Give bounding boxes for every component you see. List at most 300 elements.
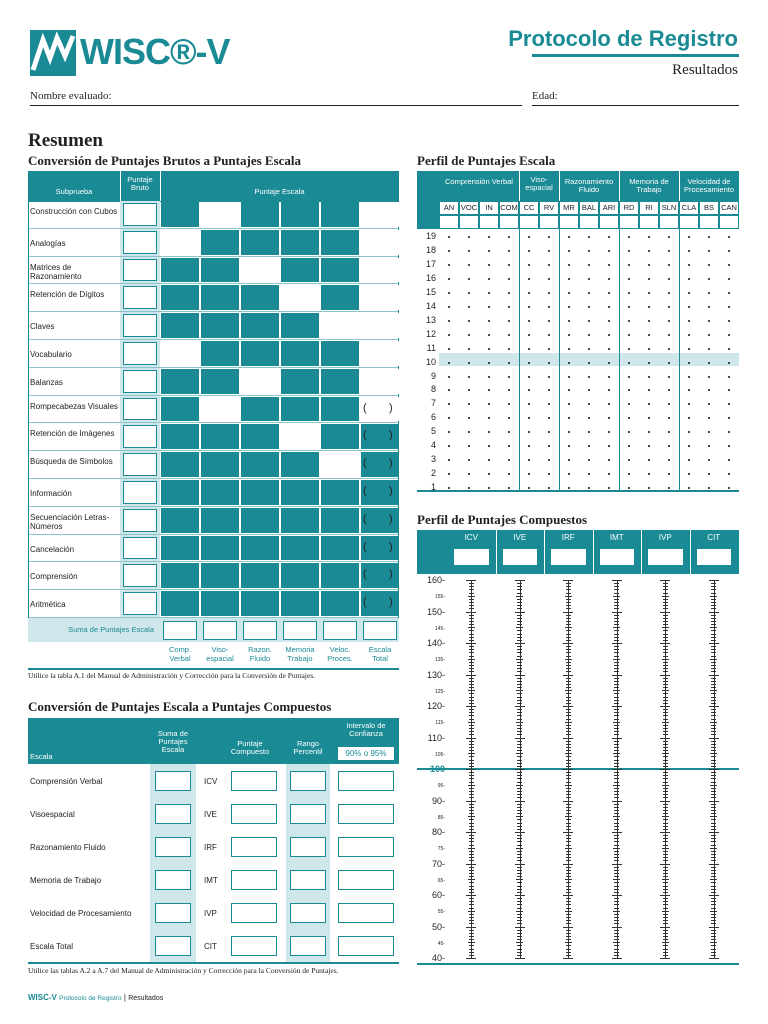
plot-point[interactable] <box>728 376 730 378</box>
ruler-tick[interactable] <box>614 744 619 745</box>
plot-point[interactable] <box>568 278 570 280</box>
ruler-tick[interactable] <box>469 646 474 647</box>
ruler-tick[interactable] <box>614 838 619 839</box>
plot-point[interactable] <box>708 417 710 419</box>
ruler-tick[interactable] <box>466 864 476 865</box>
plot-point[interactable] <box>468 473 470 475</box>
ruler-tick[interactable] <box>469 778 474 779</box>
ruler-tick[interactable] <box>660 832 670 833</box>
ruler-tick[interactable] <box>614 747 619 748</box>
ruler-tick[interactable] <box>614 725 619 726</box>
plot-point[interactable] <box>548 403 550 405</box>
plot-point[interactable] <box>588 362 590 364</box>
ruler-tick[interactable] <box>663 807 668 808</box>
ruler-tick[interactable] <box>711 634 716 635</box>
ruler-tick[interactable] <box>612 580 622 581</box>
ruler-tick[interactable] <box>614 933 619 934</box>
score-entry-box[interactable] <box>479 215 499 229</box>
ruler-tick[interactable] <box>711 586 716 587</box>
ruler-tick[interactable] <box>517 719 522 720</box>
plot-point[interactable] <box>708 431 710 433</box>
ruler-tick[interactable] <box>711 823 716 824</box>
ruler-tick[interactable] <box>566 838 571 839</box>
plot-point[interactable] <box>668 431 670 433</box>
ruler-tick[interactable] <box>614 791 619 792</box>
scaled-score-input[interactable] <box>361 313 399 338</box>
ruler-tick[interactable] <box>711 725 716 726</box>
ruler-tick[interactable] <box>662 627 669 628</box>
ruler-tick[interactable] <box>566 624 571 625</box>
ruler-tick[interactable] <box>709 895 719 896</box>
plot-point[interactable] <box>608 362 610 364</box>
plot-point[interactable] <box>628 431 630 433</box>
ruler-tick[interactable] <box>566 766 571 767</box>
ruler-tick[interactable] <box>469 917 474 918</box>
plot-point[interactable] <box>508 376 510 378</box>
plot-point[interactable] <box>448 334 450 336</box>
ruler-tick[interactable] <box>663 892 668 893</box>
ruler-tick[interactable] <box>711 719 716 720</box>
plot-point[interactable] <box>688 473 690 475</box>
ruler-tick[interactable] <box>663 615 668 616</box>
plot-point[interactable] <box>688 264 690 266</box>
ruler-tick[interactable] <box>566 712 571 713</box>
ruler-tick[interactable] <box>517 930 522 931</box>
plot-point[interactable] <box>628 445 630 447</box>
ruler-tick[interactable] <box>614 886 619 887</box>
ruler-tick[interactable] <box>663 845 668 846</box>
scaled-score-input[interactable] <box>361 285 399 310</box>
ruler-tick[interactable] <box>517 728 522 729</box>
ruler-tick[interactable] <box>469 586 474 587</box>
plot-point[interactable] <box>628 250 630 252</box>
ruler-tick[interactable] <box>469 741 474 742</box>
ruler-tick[interactable] <box>711 747 716 748</box>
ruler-tick[interactable] <box>663 741 668 742</box>
ruler-tick[interactable] <box>517 684 522 685</box>
ruler-tick[interactable] <box>711 936 716 937</box>
plot-point[interactable] <box>568 403 570 405</box>
ruler-tick[interactable] <box>469 750 474 751</box>
ruler-tick[interactable] <box>517 813 522 814</box>
plot-point[interactable] <box>448 320 450 322</box>
ruler-tick[interactable] <box>614 920 619 921</box>
ruler-tick[interactable] <box>469 665 474 666</box>
sum-input[interactable] <box>155 903 191 923</box>
ruler-tick[interactable] <box>663 662 668 663</box>
ruler-tick[interactable] <box>566 693 571 694</box>
ruler-tick[interactable] <box>711 621 716 622</box>
ruler-tick[interactable] <box>663 930 668 931</box>
ruler-tick[interactable] <box>566 914 571 915</box>
ruler-tick[interactable] <box>663 687 668 688</box>
ruler-tick[interactable] <box>515 580 525 581</box>
ruler-tick[interactable] <box>663 823 668 824</box>
ruler-tick[interactable] <box>566 646 571 647</box>
ruler-tick[interactable] <box>565 596 572 597</box>
sum-box-0[interactable] <box>163 621 197 640</box>
sum-input[interactable] <box>155 936 191 956</box>
ruler-tick[interactable] <box>662 596 669 597</box>
ruler-tick[interactable] <box>612 612 622 613</box>
ruler-tick[interactable] <box>711 709 716 710</box>
plot-point[interactable] <box>548 334 550 336</box>
ruler-tick[interactable] <box>663 646 668 647</box>
plot-point[interactable] <box>448 403 450 405</box>
ruler-tick[interactable] <box>566 854 571 855</box>
ruler-tick[interactable] <box>468 785 475 786</box>
plot-point[interactable] <box>728 362 730 364</box>
plot-point[interactable] <box>508 292 510 294</box>
ruler-tick[interactable] <box>614 741 619 742</box>
plot-point[interactable] <box>448 431 450 433</box>
ruler-tick[interactable] <box>517 640 522 641</box>
ruler-tick[interactable] <box>711 949 716 950</box>
ruler-tick[interactable] <box>612 643 622 644</box>
plot-point[interactable] <box>508 320 510 322</box>
intervalo-select[interactable]: 90% o 95% <box>338 747 394 760</box>
ruler-tick[interactable] <box>711 867 716 868</box>
ruler-tick[interactable] <box>566 807 571 808</box>
ruler-tick[interactable] <box>662 659 669 660</box>
ruler-tick[interactable] <box>614 794 619 795</box>
ruler-tick[interactable] <box>517 634 522 635</box>
plot-point[interactable] <box>708 362 710 364</box>
ruler-tick[interactable] <box>469 678 474 679</box>
ruler-tick[interactable] <box>711 860 716 861</box>
plot-point[interactable] <box>628 236 630 238</box>
ruler-tick[interactable] <box>516 722 523 723</box>
ruler-tick[interactable] <box>612 864 622 865</box>
ruler-tick[interactable] <box>517 854 522 855</box>
ruler-tick[interactable] <box>614 646 619 647</box>
ruler-tick[interactable] <box>614 615 619 616</box>
plot-point[interactable] <box>488 362 490 364</box>
ruler-tick[interactable] <box>614 715 619 716</box>
ruler-tick[interactable] <box>710 690 717 691</box>
interval-input[interactable] <box>338 870 394 890</box>
composite-input[interactable] <box>231 837 277 857</box>
ruler-tick[interactable] <box>563 612 573 613</box>
plot-point[interactable] <box>628 362 630 364</box>
ruler-tick[interactable] <box>663 826 668 827</box>
ruler-tick[interactable] <box>469 700 474 701</box>
ruler-tick[interactable] <box>469 593 474 594</box>
plot-point[interactable] <box>528 250 530 252</box>
ruler-tick[interactable] <box>711 955 716 956</box>
ruler-tick[interactable] <box>663 652 668 653</box>
ruler-tick[interactable] <box>469 889 474 890</box>
plot-point[interactable] <box>468 236 470 238</box>
ruler-tick[interactable] <box>469 608 474 609</box>
ruler-tick[interactable] <box>517 709 522 710</box>
plot-point[interactable] <box>568 362 570 364</box>
ruler-tick[interactable] <box>566 851 571 852</box>
plot-point[interactable] <box>548 250 550 252</box>
ruler-tick[interactable] <box>517 823 522 824</box>
ruler-tick[interactable] <box>711 605 716 606</box>
plot-point[interactable] <box>728 306 730 308</box>
plot-point[interactable] <box>488 348 490 350</box>
plot-point[interactable] <box>488 292 490 294</box>
ruler-tick[interactable] <box>711 904 716 905</box>
ruler-tick[interactable] <box>711 870 716 871</box>
ruler-tick[interactable] <box>566 615 571 616</box>
ruler-tick[interactable] <box>614 687 619 688</box>
ruler-tick[interactable] <box>711 646 716 647</box>
plot-point[interactable] <box>668 362 670 364</box>
plot-point[interactable] <box>688 334 690 336</box>
plot-point[interactable] <box>608 473 610 475</box>
plot-point[interactable] <box>648 362 650 364</box>
ruler-tick[interactable] <box>469 813 474 814</box>
ruler-tick[interactable] <box>469 838 474 839</box>
ruler-tick[interactable] <box>469 662 474 663</box>
ruler-tick[interactable] <box>711 744 716 745</box>
ruler-tick[interactable] <box>566 731 571 732</box>
ruler-tick[interactable] <box>614 712 619 713</box>
ruler-tick[interactable] <box>711 750 716 751</box>
plot-point[interactable] <box>608 487 610 489</box>
ruler-tick[interactable] <box>612 675 622 676</box>
ruler-tick[interactable] <box>711 788 716 789</box>
ruler-tick[interactable] <box>614 734 619 735</box>
ruler-tick[interactable] <box>563 927 573 928</box>
ruler-tick[interactable] <box>515 864 525 865</box>
plot-point[interactable] <box>668 250 670 252</box>
ruler-tick[interactable] <box>516 785 523 786</box>
ruler-tick[interactable] <box>566 936 571 937</box>
raw-score-input[interactable] <box>123 231 157 254</box>
ruler-tick[interactable] <box>469 725 474 726</box>
ruler-tick[interactable] <box>710 596 717 597</box>
scaled-score-input[interactable] <box>361 230 399 255</box>
scaled-score-input[interactable] <box>281 285 319 310</box>
ruler-tick[interactable] <box>566 649 571 650</box>
ruler-tick[interactable] <box>517 637 522 638</box>
plot-point[interactable] <box>608 264 610 266</box>
ruler-tick[interactable] <box>566 760 571 761</box>
ruler-tick[interactable] <box>663 813 668 814</box>
plot-point[interactable] <box>628 306 630 308</box>
ruler-tick[interactable] <box>662 879 669 880</box>
plot-point[interactable] <box>548 278 550 280</box>
ruler-tick[interactable] <box>515 927 525 928</box>
scaled-score-input[interactable] <box>241 258 279 283</box>
ruler-tick[interactable] <box>515 643 525 644</box>
ruler-tick[interactable] <box>614 870 619 871</box>
ruler-tick[interactable] <box>711 637 716 638</box>
ruler-tick[interactable] <box>710 722 717 723</box>
ruler-tick[interactable] <box>469 819 474 820</box>
ruler-tick[interactable] <box>709 643 719 644</box>
plot-point[interactable] <box>708 403 710 405</box>
ruler-tick[interactable] <box>566 741 571 742</box>
name-field[interactable] <box>30 105 522 106</box>
raw-score-input[interactable] <box>123 342 157 365</box>
ruler-tick[interactable] <box>468 911 475 912</box>
ruler-tick[interactable] <box>566 681 571 682</box>
ruler-tick[interactable] <box>663 744 668 745</box>
score-entry-box[interactable] <box>539 215 559 229</box>
percentile-input[interactable] <box>290 804 326 824</box>
ruler-tick[interactable] <box>711 665 716 666</box>
ruler-tick[interactable] <box>662 816 669 817</box>
ruler-tick[interactable] <box>517 797 522 798</box>
ruler-tick[interactable] <box>663 949 668 950</box>
ruler-tick[interactable] <box>711 703 716 704</box>
plot-point[interactable] <box>468 362 470 364</box>
ruler-tick[interactable] <box>469 945 474 946</box>
ruler-tick[interactable] <box>517 583 522 584</box>
ruler-tick[interactable] <box>566 652 571 653</box>
ruler-tick[interactable] <box>517 882 522 883</box>
ruler-tick[interactable] <box>469 873 474 874</box>
ruler-tick[interactable] <box>663 618 668 619</box>
ruler-tick[interactable] <box>614 719 619 720</box>
ruler-tick[interactable] <box>614 829 619 830</box>
ruler-tick[interactable] <box>663 715 668 716</box>
ruler-tick[interactable] <box>469 715 474 716</box>
ruler-tick[interactable] <box>711 876 716 877</box>
plot-point[interactable] <box>608 403 610 405</box>
plot-point[interactable] <box>488 445 490 447</box>
plot-point[interactable] <box>628 403 630 405</box>
ruler-tick[interactable] <box>517 725 522 726</box>
ruler-tick[interactable] <box>613 816 620 817</box>
plot-point[interactable] <box>508 236 510 238</box>
plot-point[interactable] <box>588 403 590 405</box>
ruler-tick[interactable] <box>517 838 522 839</box>
ruler-tick[interactable] <box>663 728 668 729</box>
ruler-tick[interactable] <box>566 845 571 846</box>
plot-point[interactable] <box>448 292 450 294</box>
ruler-tick[interactable] <box>614 608 619 609</box>
plot-point[interactable] <box>468 445 470 447</box>
plot-point[interactable] <box>448 459 450 461</box>
ruler-tick[interactable] <box>469 656 474 657</box>
ruler-tick[interactable] <box>517 703 522 704</box>
ruler-tick[interactable] <box>515 958 525 959</box>
ruler-tick[interactable] <box>566 605 571 606</box>
ruler-tick[interactable] <box>614 662 619 663</box>
ruler-tick[interactable] <box>468 722 475 723</box>
ruler-tick[interactable] <box>516 659 523 660</box>
plot-point[interactable] <box>688 445 690 447</box>
ruler-tick[interactable] <box>663 939 668 940</box>
ruler-tick[interactable] <box>468 596 475 597</box>
ruler-tick[interactable] <box>566 775 571 776</box>
ruler-tick[interactable] <box>563 580 573 581</box>
ruler-tick[interactable] <box>469 583 474 584</box>
ruler-tick[interactable] <box>563 738 573 739</box>
ruler-tick[interactable] <box>711 741 716 742</box>
ruler-tick[interactable] <box>517 945 522 946</box>
ruler-tick[interactable] <box>469 955 474 956</box>
plot-point[interactable] <box>588 459 590 461</box>
scaled-score-input[interactable] <box>201 397 239 422</box>
ruler-tick[interactable] <box>517 756 522 757</box>
plot-point[interactable] <box>448 389 450 391</box>
score-entry-box[interactable] <box>679 215 699 229</box>
ruler-tick[interactable] <box>613 722 620 723</box>
ruler-tick[interactable] <box>663 766 668 767</box>
ruler-tick[interactable] <box>565 659 572 660</box>
plot-point[interactable] <box>628 320 630 322</box>
ruler-tick[interactable] <box>517 766 522 767</box>
ruler-tick[interactable] <box>517 901 522 902</box>
plot-point[interactable] <box>728 292 730 294</box>
plot-point[interactable] <box>568 306 570 308</box>
ruler-tick[interactable] <box>709 612 719 613</box>
ruler-tick[interactable] <box>565 627 572 628</box>
interval-input[interactable] <box>338 771 394 791</box>
ruler-tick[interactable] <box>469 756 474 757</box>
ruler-tick[interactable] <box>663 886 668 887</box>
ruler-tick[interactable] <box>711 930 716 931</box>
plot-point[interactable] <box>568 250 570 252</box>
ruler-tick[interactable] <box>469 794 474 795</box>
ruler-tick[interactable] <box>711 715 716 716</box>
score-entry-box[interactable] <box>659 215 679 229</box>
ruler-tick[interactable] <box>711 583 716 584</box>
ruler-tick[interactable] <box>516 753 523 754</box>
ruler-tick[interactable] <box>516 816 523 817</box>
ruler-tick[interactable] <box>663 876 668 877</box>
plot-point[interactable] <box>708 334 710 336</box>
ruler-tick[interactable] <box>566 684 571 685</box>
ruler-tick[interactable] <box>469 684 474 685</box>
ruler-tick[interactable] <box>517 835 522 836</box>
ruler-tick[interactable] <box>711 697 716 698</box>
ruler-tick[interactable] <box>566 586 571 587</box>
plot-point[interactable] <box>548 348 550 350</box>
plot-point[interactable] <box>468 403 470 405</box>
ruler-tick[interactable] <box>663 747 668 748</box>
ruler-tick[interactable] <box>469 882 474 883</box>
ruler-tick[interactable] <box>711 599 716 600</box>
ruler-tick[interactable] <box>466 927 476 928</box>
ruler-tick[interactable] <box>469 923 474 924</box>
plot-point[interactable] <box>528 348 530 350</box>
ruler-tick[interactable] <box>517 955 522 956</box>
ruler-tick[interactable] <box>662 785 669 786</box>
ruler-tick[interactable] <box>563 801 573 802</box>
ruler-tick[interactable] <box>711 854 716 855</box>
ruler-tick[interactable] <box>711 804 716 805</box>
ruler-tick[interactable] <box>711 731 716 732</box>
ruler-tick[interactable] <box>565 690 572 691</box>
plot-point[interactable] <box>508 278 510 280</box>
plot-point[interactable] <box>628 376 630 378</box>
ruler-tick[interactable] <box>565 942 572 943</box>
ruler-tick[interactable] <box>660 801 670 802</box>
ruler-tick[interactable] <box>711 873 716 874</box>
ruler-tick[interactable] <box>566 823 571 824</box>
plot-point[interactable] <box>448 362 450 364</box>
ruler-tick[interactable] <box>613 627 620 628</box>
ruler-tick[interactable] <box>663 867 668 868</box>
plot-point[interactable] <box>568 459 570 461</box>
plot-point[interactable] <box>608 389 610 391</box>
ruler-tick[interactable] <box>469 763 474 764</box>
plot-point[interactable] <box>688 348 690 350</box>
plot-point[interactable] <box>588 236 590 238</box>
ruler-tick[interactable] <box>466 895 476 896</box>
sum-input[interactable] <box>155 870 191 890</box>
ruler-tick[interactable] <box>517 870 522 871</box>
plot-point[interactable] <box>708 473 710 475</box>
